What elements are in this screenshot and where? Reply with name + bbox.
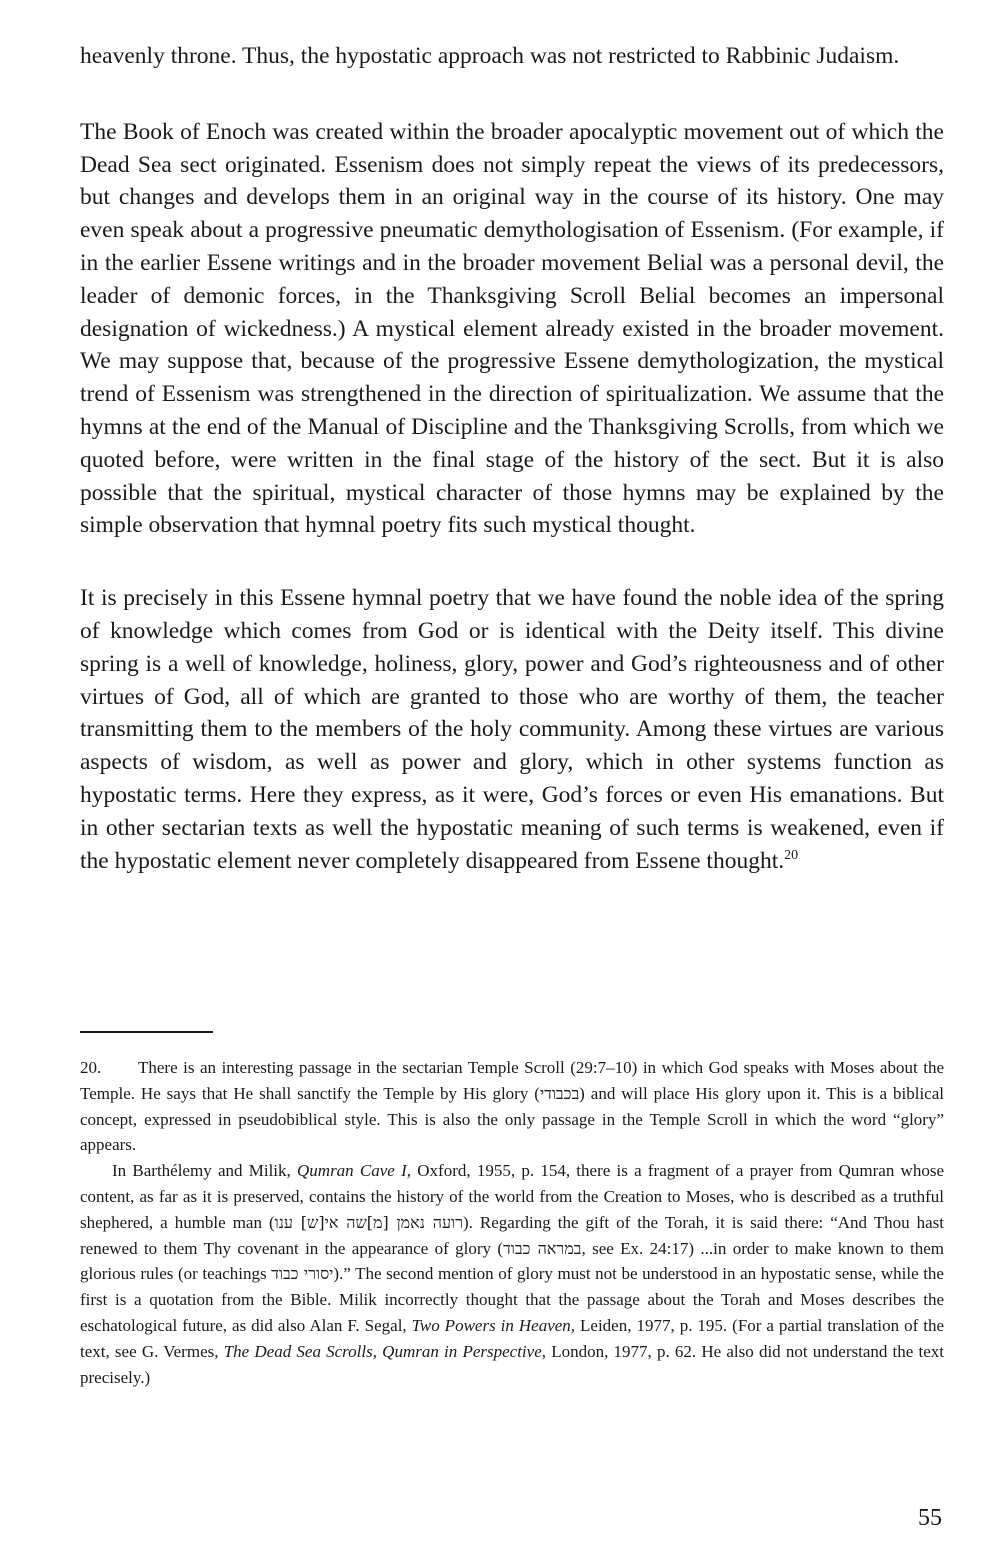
- footnote-divider: [80, 1031, 213, 1033]
- book-title: The Dead Sea Scrolls, Qumran in Perspective,: [223, 1341, 546, 1361]
- footnote-20-paragraph-1: [80, 1055, 944, 1158]
- footnote-text: Oxford, 1955, p. 154, there is a fragment of a prayer from Qumran whose content, as far as it is preserved, contains the history of the world from the Creation to Moses, who is described as a truthful shephered, a humble man (: [80, 1161, 944, 1232]
- hebrew-text: במראה כבוד: [503, 1238, 582, 1258]
- paragraph-1: heavenly throne. Thus, the hypostatic approach was not restricted to Rabbinic Judaism.: [80, 43, 900, 69]
- footnote-reference[interactable]: 20: [784, 847, 799, 863]
- hebrew-text: בכבודי: [539, 1083, 580, 1103]
- footnote-text: Leiden, 1977, p. 195. (For a partial translation of the text, see G. Vermes,: [80, 1315, 944, 1361]
- paragraph-3: [80, 582, 944, 877]
- footnote-text: There is an interesting passage in the sectarian Temple Scroll (29:7–10) in which God speaks with Moses about the Temple. He says that He shall sanctify the Temple by His glory (: [80, 1058, 944, 1103]
- book-title: Two Powers in Heaven,: [411, 1315, 576, 1335]
- book-title: Qumran Cave I,: [297, 1161, 412, 1181]
- hebrew-text: יסורי כבוד: [271, 1264, 334, 1284]
- body-text: [80, 40, 944, 877]
- footnote-text: In Barthélemy and Milik,: [112, 1161, 298, 1181]
- paragraph-2: The Book of Enoch was created within the broader apocalyptic movement out of which the Dead Sea sect originated. Essenism does not simply repeat the views of its predecessors, but changes and develops them in an original way in the course of its history. One may even speak about a progressive pneumatic demythologisation of Essenism. (For example, if in the earlier Essene writings and in the broader movement Belial was a personal devil, the leader of demonic forces, in the Thanksgiving Scroll Belial becomes an impersonal designation of wickedness.) A mystical element already existed in the broader movement. We may suppose that, because of the progressive Essene demythologization, the mystical trend of Essenism was strengthened in the direction of spiritualization. We assume that the hymns at the end of the Manual of Discipline and the Thanksgiving Scrolls, from which we quoted before, were written in the final stage of the history of the sect. But it is also possible that the spiritual, mystical character of those hymns may be explained by the simple observation that hymnal poetry fits such mystical thought.: [80, 118, 944, 539]
- hebrew-text: רועה נאמן [מ]שה אי[ש] ענו: [274, 1212, 463, 1232]
- page-number: 55: [918, 1505, 942, 1531]
- footnote-text: London, 1977, p. 62. He also did not understand the text precisely.): [80, 1341, 945, 1387]
- page-body: [80, 40, 944, 877]
- footnote-text: ).” The second mention of glory must not be understood in an hypostatic sense, while the first is a quotation from the Bible. Milik incorrectly thought that the passage about the Torah and Moses describes the eschatological future, as did also Alan F. Segal,: [80, 1264, 944, 1335]
- footnote-text: ) and will place His glory upon it. This is a biblical concept, expressed in pseudobiblical style. This is also the only passage in the Temple Scroll in which the word “glory” appears.: [80, 1083, 944, 1155]
- paragraph-3-text: It is precisely in this Essene hymnal poetry that we have found the noble idea of the spring of knowledge which comes from God or is identical with the Deity itself. This divine spring is a well of knowledge, holiness, glory, power and God’s righteousness and of other virtues of God, all of which are granted to those who are worthy of them, the teacher transmitting them to the members of the holy community. Among these virtues are various aspects of wisdom, as well as power and glory, which in other systems function as hypostatic terms. Here they express, as it were, God’s forces or even His emanations. But in other sectarian texts as well the hypostatic meaning of such terms is weakened, even if the hypostatic element never completely disappeared from Essene thought.: [80, 585, 944, 874]
- footnote-text: ). Regarding the gift of the Torah, it is said there: “And Thou hast renewed to them Thy covenant in the appearance of glory (: [80, 1212, 944, 1258]
- footnote-text: , see Ex. 24:17) ...in order to make known to them glorious rules (or teachings: [80, 1238, 944, 1284]
- footnotes: [80, 1055, 944, 1390]
- footnote-number: 20.: [80, 1058, 102, 1077]
- footnote-20-paragraph-2: [80, 1158, 944, 1390]
